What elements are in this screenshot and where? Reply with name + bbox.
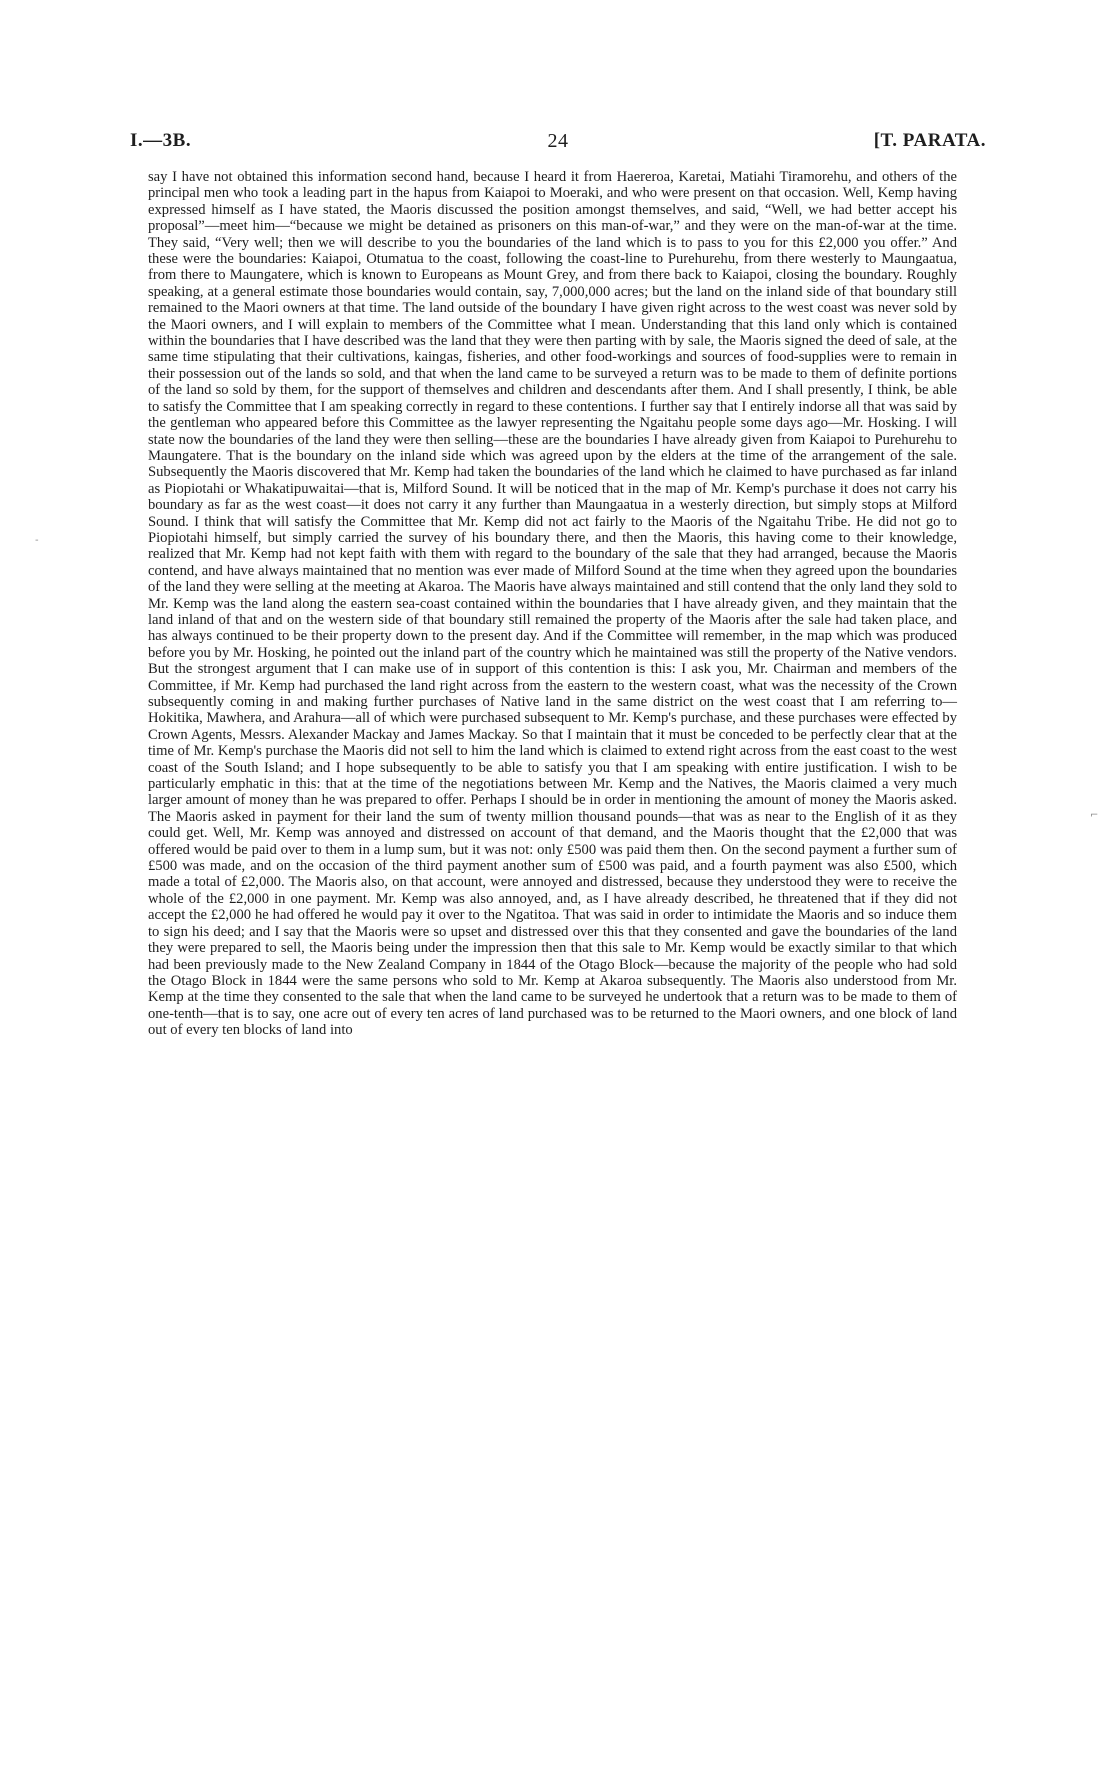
page-number: 24 <box>547 130 569 152</box>
right-margin-mark: ⌐ <box>1090 810 1099 821</box>
speaker-name: [T. PARATA. <box>873 130 986 151</box>
page-header <box>130 130 986 154</box>
document-reference: I.—3B. <box>130 130 192 151</box>
body-paragraph: say I have not obtained this information second hand, because I heard it from Haereroa, Karetai, Matiahi Tiramorehu, and others of the principal men who took a leading part in the hapus from Kaiapoi to Moeraki, and who were present on that occasion. Well, Kemp having expressed himself as I have stated, the Maoris discussed the position amongst themselves, and said, “Well, we had better accept his proposal”—meet him—“because we might be detained as prisoners on this man-of-war,” and they were on the man-of-war at the time. They said, “Very well; then we will describe to you the boundaries of the land which is to pass to you for this £2,000 you offer.” And these were the boundaries: Kaiapoi, Otumatua to the coast, following the coast-line to Purehurehu, from there westerly to Maungaatua, from there to Maungatere, which is known to Europeans as Mount Grey, and from there back to Kaiapoi, closing the boundary. Roughly speaking, at a general estimate those boundaries would contain, say, 7,000,000 acres; but the land on the inland side of that boundary still remained to the Maori owners at that time. The land outside of the boundary I have given right across to the west coast was never sold by the Maori owners, and I will explain to members of the Committee what I mean. Understanding that this land only which is contained within the boundaries that I have described was the land that they were then parting with by sale, the Maoris signed the deed of sale, at the same time stipulating that their cultivations, kaingas, fisheries, and other food-workings and sources of food-supplies were to remain in their possession out of the lands so sold, and that when the land came to be surveyed a return was to be made to them of definite portions of the land so sold by them, for the support of themselves and children and descendants after them. And I shall presently, I think, be able to satisfy the Committee that I am speaking correctly in regard to these contentions. I further say that I entirely indorse all that was said by the gentleman who appeared before this Committee as the lawyer representing the Ngaitahu people some days ago—Mr. Hosking. I will state now the boundaries of the land they were then selling—these are the boundaries I have already given from Kaiapoi to Purehurehu to Maungatere. That is the boundary on the inland side which was agreed upon by the elders at the time of the arrangement of the sale. Subsequently the Maoris discovered that Mr. Kemp had taken the boundaries of the land which he claimed to have purchased as far inland as Piopiotahi or Whakatipuwaitai—that is, Milford Sound. It will be noticed that in the map of Mr. Kemp's purchase it does not carry his boundary as far as the west coast—it does not carry it any further than Maungaatua in a westerly direction, but simply stops at Milford Sound. I think that will satisfy the Committee that Mr. Kemp did not act fairly to the Maoris of the Ngaitahu Tribe. He did not go to Piopiotahi himself, but simply carried the survey of his boundary there, and then the Maoris, this having come to their knowledge, realized that Mr. Kemp had not kept faith with them with regard to the boundary of the sale that they had arranged, because the Maoris contend, and have always maintained that no mention was ever made of Milford Sound at the time when they agreed upon the boundaries of the land they were selling at the meeting at Akaroa. The Maoris have always maintained and still contend that the only land they sold to Mr. Kemp was the land along the eastern sea-coast contained within the boundaries that I have already given, and they maintain that the land inland of that and on the western side of that boundary still remained the property of the Maoris after the sale had taken place, and has always continued to be their property down to the present day. And if the Committee will remember, in the map which was produced before you by Mr. Hosking, he pointed out the inland part of the country which he maintained was still the property of the Native vendors. But the strongest argument that I can make use of in support of this contention is this: I ask you, Mr. Chairman and members of the Committee, if Mr. Kemp had purchased the land right across from the eastern to the western coast, what was the necessity of the Crown subsequently coming in and making further purchases of Native land in the same district on the west coast that I am referring to—Hokitika, Mawhera, and Arahura—all of which were purchased subsequent to Mr. Kemp's purchase, and these purchases were effected by Crown Agents, Messrs. Alexander Mackay and James Mackay. So that I maintain that it must be conceded to be perfectly clear that at the time of Mr. Kemp's purchase the Maoris did not sell to him the land which is claimed to extend right across from the east coast to the west coast of the South Island; and I hope subsequently to be able to satisfy you that I am speaking with entire justification. I wish to be particularly emphatic in this: that at the time of the negotiations between Mr. Kemp and the Natives, the Maoris claimed a very much larger amount of money than he was prepared to offer. Perhaps I should be in order in mentioning the amount of money the Maoris asked. The Maoris asked in payment for their land the sum of twenty million thousand pounds—that was as near to the English of it as they could get. Well, Mr. Kemp was annoyed and distressed on account of that demand, and the Maoris thought that the £2,000 that was offered would be paid over to them in a lump sum, but it was not: only £500 was paid them then. On the second payment a further sum of £500 was made, and on the occasion of the third payment another sum of £500 was paid, and a fourth payment was also £500, which made a total of £2,000. The Maoris also, on that account, were annoyed and distressed, because they understood they were to receive the whole of the £2,000 in one payment. Mr. Kemp was also annoyed, and, as I have already described, he threatened that if they did not accept the £2,000 he had offered he would pay it over to the Ngatitoa. That was said in order to intimidate the Maoris and so induce them to sign his deed; and I say that the Maoris were so upset and distressed over this that they consented and gave the boundaries of the land they were prepared to sell, the Maoris being under the impression then that this sale to Mr. Kemp would be exactly similar to that which had been previously made to the New Zealand Company in 1844 of the Otago Block—because the majority of the people who had sold the Otago Block in 1844 were the same persons who sold to Mr. Kemp at Akaroa subsequently. The Maoris also understood from Mr. Kemp at the time they consented to the sale that when the land came to be surveyed he undertook that a return was to be made to them of one-tenth—that is to say, one acre out of every ten acres of land purchased was to be returned to the Maori owners, and one block of land out of every ten blocks of land into <box>148 169 957 1039</box>
left-margin-mark: - <box>35 535 39 546</box>
